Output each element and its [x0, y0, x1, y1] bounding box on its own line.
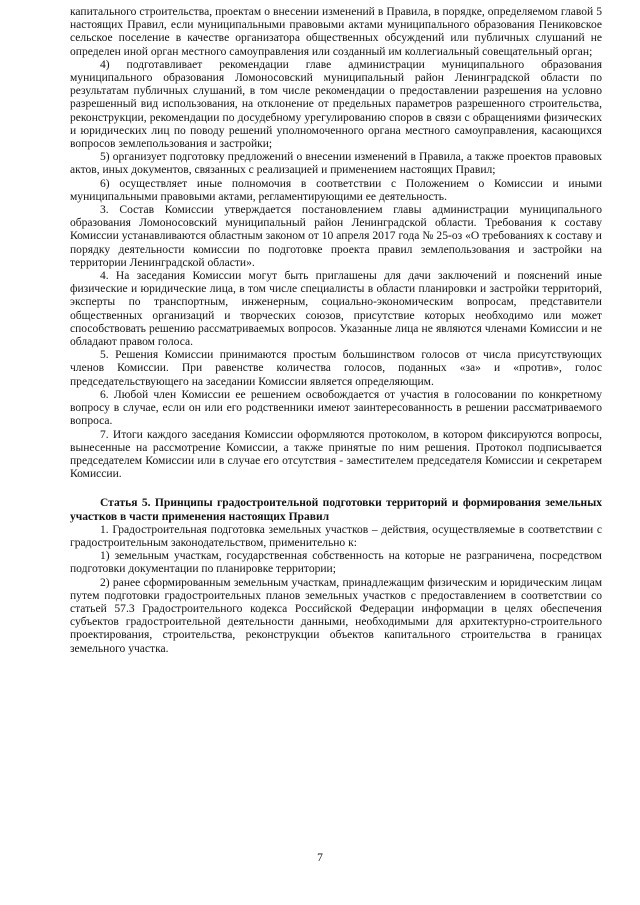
page-number: 7	[317, 852, 323, 864]
paragraph: 4. На заседания Комиссии могут быть приглашены для дачи заключений и пояснений иные физические и юридические лица, в том числе специалисты в области планировки и застройки территорий, эксперты по транспортным, инженерным, социально-экономическим вопросам, представители общественных организаций и творческих союзов, присутствие которых необходимо или может способствовать решению рассматриваемых вопросов. Указанные лица не являются членами Комиссии и не обладают правом голоса.	[70, 270, 602, 349]
paragraph: 1) земельным участкам, государственная собственность на которые не разграничена, посредством подготовки документации по планировке территории;	[70, 550, 602, 576]
paragraph: 6) осуществляет иные полномочия в соответствии с Положением о Комиссии и иными муниципальными правовыми актами, регламентирующими ее деятельность.	[70, 177, 602, 203]
document-body	[70, 6, 602, 656]
paragraph: 5) организует подготовку предложений о внесении изменений в Правила, а также проектов правовых актов, иных документов, связанных с реализацией и применением настоящих Правил;	[70, 151, 602, 177]
paragraph: 2) ранее сформированным земельным участкам, принадлежащим физическим и юридическим лицам путем подготовки градостроительных планов земельных участков с предоставлением в соответствии со статьей 57.3 Градостроительного кодекса Российской Федерации информации в целях обеспечения субъектов градостроительной деятельности данными, необходимыми для архитектурно-строительного проектирования, строительства, реконструкции объектов капитального строительства в границах земельного участка.	[70, 576, 602, 655]
paragraph: капитального строительства, проектам о внесении изменений в Правила, в порядке, определяемом главой 5 настоящих Правил, если муниципальными правовыми актами муниципального образования Пениковское сельское поселение в качестве организатора общественных обсуждений или публичных слушаний не определен иной орган местного самоуправления или созданный им коллегиальный совещательный орган;	[70, 6, 602, 58]
paragraph: 6. Любой член Комиссии ее решением освобождается от участия в голосовании по конкретному вопросу в случае, если он или его родственники имеют заинтересованность в решении рассматриваемого вопроса.	[70, 388, 602, 428]
paragraph: 7. Итоги каждого заседания Комиссии оформляются протоколом, в котором фиксируются вопросы, вынесенные на рассмотрение Комиссии, а также принятые по ним решения. Протокол подписывается председателем Комиссии или в случае его отсутствия - заместителем председателя Комиссии и секретарем Комиссии.	[70, 428, 602, 481]
paragraph: 5. Решения Комиссии принимаются простым большинством голосов от числа присутствующих членов Комиссии. При равенстве количества голосов, поданных «за» и «против», голос председательствующего на заседании Комиссии является определяющим.	[70, 349, 602, 388]
paragraph: 4) подготавливает рекомендации главе администрации муниципального образования муниципального образования Ломоносовский муниципальный район Ленинградской области по результатам публичных слушаний, в том числе рекомендации о предоставлении разрешения на условно разрешенный вид использования, на отклонение от предельных параметров разрешенного строительства, реконструкции, рекомендации по досудебному урегулированию споров в связи с обращениями физических и юридических лиц по поводу решений уполномоченного органа местного самоуправления, касающихся вопросов землепользования и застройки;	[70, 58, 602, 151]
paragraph: 1. Градостроительная подготовка земельных участков – действия, осуществляемые в соответствии с градостроительным законодательством, применительно к:	[70, 523, 602, 549]
section-heading: Статья 5. Принципы градостроительной подготовки территорий и формирования земельных участков в части применения настоящих Правил	[70, 497, 602, 523]
paragraph: 3. Состав Комиссии утверждается постановлением главы администрации муниципального образования Ломоносовский муниципальный район Ленинградской области. Требования к составу Комиссии устанавливаются областным законом от 10 апреля 2017 года № 25-оз «О требованиях к составу и порядку деятельности комиссии по подготовке проекта правил землепользования и застройки на территории Ленинградской области».	[70, 204, 602, 269]
